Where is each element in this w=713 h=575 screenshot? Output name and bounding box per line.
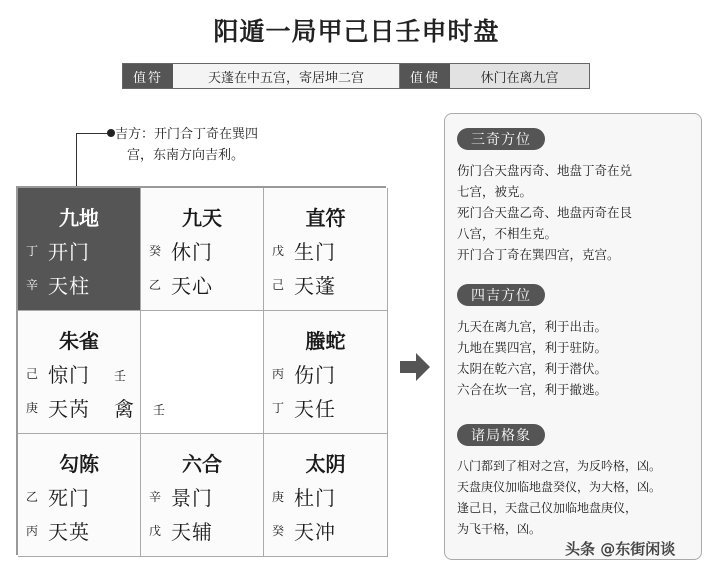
door-label: 伤门 bbox=[294, 363, 336, 387]
text-line: 天盘庚仪加临地盘癸仪，为大格，凶。 bbox=[457, 480, 662, 494]
palace-grid bbox=[16, 186, 386, 555]
note-line-2: 宫，东南方向吉利。 bbox=[127, 148, 245, 163]
stem-label: 癸 bbox=[272, 524, 285, 538]
spirit-label: 勾陈 bbox=[59, 452, 99, 476]
star-label: 天英 bbox=[48, 520, 90, 544]
door-label: 死门 bbox=[48, 486, 90, 510]
info-bar bbox=[122, 63, 590, 89]
arrow-right-icon bbox=[398, 350, 432, 384]
stem-label: 戊 bbox=[149, 524, 162, 538]
stem-label: 戊 bbox=[272, 244, 285, 258]
star-label: 天辅 bbox=[171, 520, 213, 544]
stem-label: 己 bbox=[272, 278, 285, 292]
stem-label: 庚 bbox=[272, 490, 285, 504]
spirit-label: 九地 bbox=[59, 206, 99, 230]
watermark: 头条 @东街闲谈 bbox=[565, 540, 676, 558]
text-line: 九天在离九宫，利于出击。 bbox=[457, 319, 608, 334]
palace-kan-1 bbox=[141, 434, 264, 557]
stem-label: 丁 bbox=[26, 244, 39, 258]
text-line: 逢己日，天盘己仪加临地盘庚仪， bbox=[457, 501, 638, 515]
zhifu-label: 值符 bbox=[123, 64, 173, 88]
spirit-label: 直符 bbox=[305, 206, 346, 230]
door-label: 开门 bbox=[48, 240, 90, 264]
note-line-1: 吉方：开门合丁奇在巽四 bbox=[115, 127, 259, 142]
spirit-label: 六合 bbox=[182, 452, 222, 476]
star-label: 天心 bbox=[171, 274, 213, 298]
text-line: 开门合丁奇在巽四宫，克宫。 bbox=[457, 247, 620, 262]
leader-line-horizontal bbox=[76, 133, 110, 134]
stem-label: 辛 bbox=[26, 278, 39, 292]
extra-star-label: 禽 bbox=[114, 397, 134, 421]
palace-gen-8 bbox=[18, 434, 141, 557]
door-label: 景门 bbox=[171, 486, 213, 510]
text-line: 太阴在乾六宫，利于潜伏。 bbox=[457, 361, 608, 376]
stem-label: 丙 bbox=[26, 524, 39, 538]
door-label: 杜门 bbox=[294, 486, 336, 510]
spirit-label: 朱雀 bbox=[59, 329, 99, 353]
text-line: 六合在坎一宫，利于撤逃。 bbox=[457, 382, 608, 397]
section-title-siji: 四吉方位 bbox=[457, 284, 545, 306]
section-title-geju: 诸局格象 bbox=[457, 424, 545, 446]
star-label: 天芮 bbox=[48, 397, 90, 421]
stem-label: 己 bbox=[26, 367, 39, 381]
section-text-sanqi bbox=[457, 160, 697, 265]
stem-label: 乙 bbox=[149, 278, 162, 292]
stem-label: 丁 bbox=[272, 401, 285, 415]
page-title: 阳遁一局甲己日壬申时盘 bbox=[213, 17, 500, 46]
door-label: 休门 bbox=[171, 240, 213, 264]
section-title-sanqi: 三奇方位 bbox=[457, 128, 545, 150]
text-line: 九地在巽四宫，利于驻防。 bbox=[457, 340, 608, 355]
text-line: 八宫，不相生克。 bbox=[457, 226, 558, 241]
text-line: 死门合天盘乙奇、地盘丙奇在艮 bbox=[457, 205, 633, 220]
stem-label: 癸 bbox=[149, 244, 162, 258]
star-label: 天任 bbox=[294, 397, 336, 421]
palace-zhen-3 bbox=[18, 311, 141, 434]
door-label: 惊门 bbox=[48, 363, 90, 387]
spirit-label: 太阴 bbox=[305, 452, 346, 476]
leader-line-vertical bbox=[76, 133, 77, 186]
stem-label: 庚 bbox=[26, 401, 39, 415]
zhishi-value: 休门在离九宫 bbox=[450, 64, 589, 88]
zhifu-value: 天蓬在中五宫，寄居坤二宫 bbox=[173, 64, 400, 88]
spirit-label: 螣蛇 bbox=[305, 329, 346, 353]
auspicious-note bbox=[115, 124, 345, 166]
star-label: 天蓬 bbox=[294, 274, 336, 298]
star-label: 天柱 bbox=[48, 274, 90, 298]
note-bullet-icon bbox=[107, 129, 115, 137]
palace-kun-2 bbox=[264, 188, 388, 311]
stem-label: 丙 bbox=[272, 367, 285, 381]
star-label: 天冲 bbox=[294, 520, 336, 544]
interpretation-panel bbox=[444, 113, 702, 560]
center-stem-label: 壬 bbox=[153, 403, 166, 417]
palace-li-9 bbox=[141, 188, 264, 311]
text-line: 为飞干格，凶。 bbox=[457, 522, 542, 536]
stem-label: 乙 bbox=[26, 490, 39, 504]
palace-dui-7 bbox=[264, 311, 388, 434]
palace-center-5 bbox=[141, 311, 264, 434]
extra-stem-label: 壬 bbox=[114, 369, 127, 383]
palace-qian-6 bbox=[264, 434, 388, 557]
zhishi-label: 值使 bbox=[400, 64, 450, 88]
stem-label: 辛 bbox=[149, 490, 162, 504]
palace-xun-4 bbox=[18, 188, 141, 311]
section-text-siji bbox=[457, 316, 697, 400]
text-line: 八门都到了相对之宫，为反吟格，凶。 bbox=[457, 459, 662, 473]
door-label: 生门 bbox=[294, 240, 336, 264]
section-text-geju bbox=[457, 456, 697, 540]
text-line: 伤门合天盘丙奇、地盘丁奇在兑 bbox=[457, 163, 633, 178]
text-line: 七宫，被克。 bbox=[457, 184, 533, 199]
spirit-label: 九天 bbox=[182, 206, 222, 230]
